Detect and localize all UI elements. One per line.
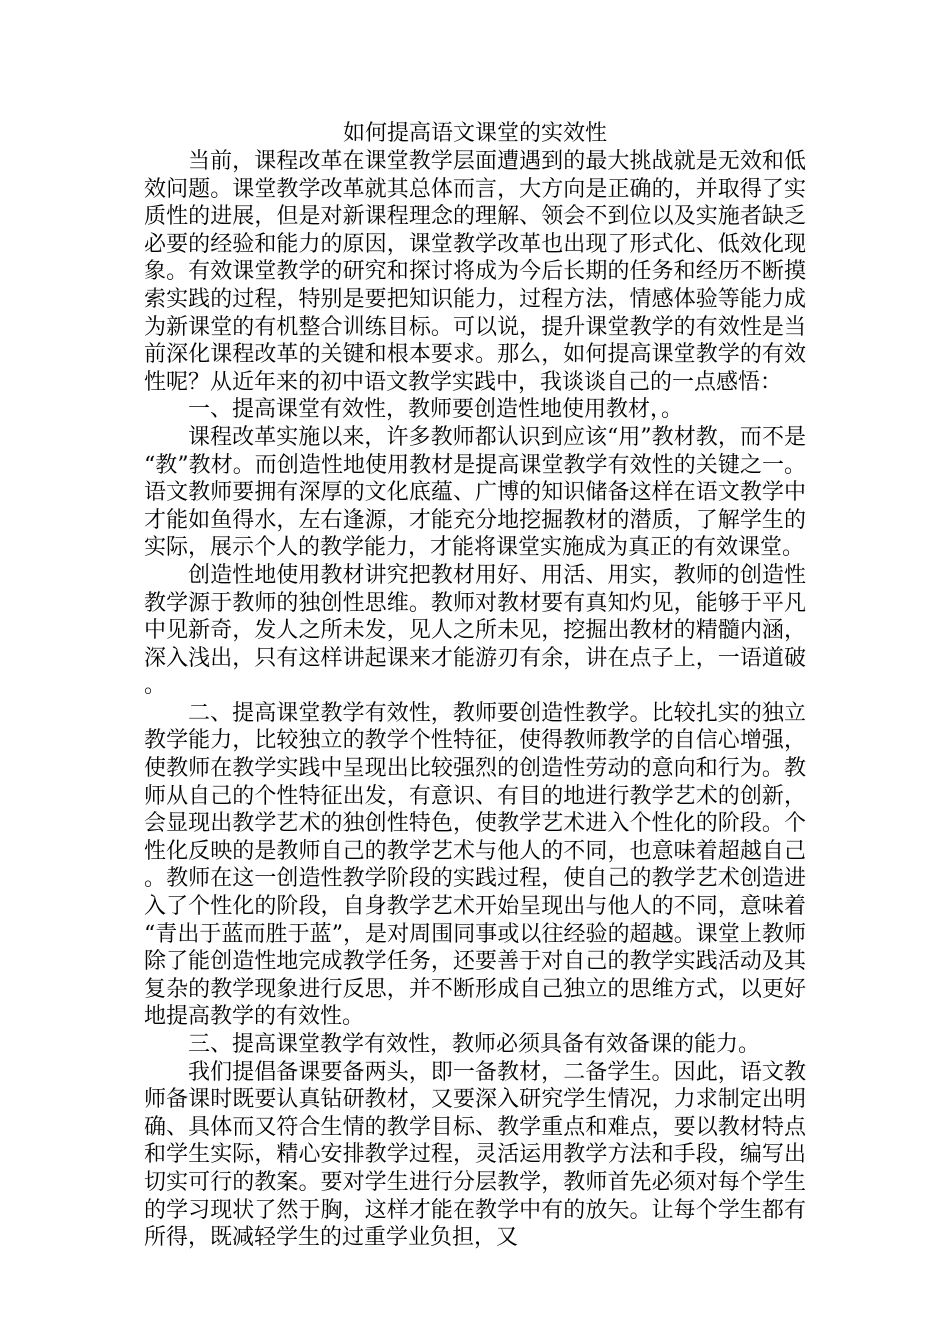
section-three-paragraph: 我们提倡备课要备两头，即一备教材，二备学生。因此，语文教师备课时既要认真钻研教材，又要深入研究学生情况，力求制定出明确、具体而又符合生情的教学目标、教学重点和难点，要以教材特点和学生实际，精心安排教学过程，灵活运用教学方法和手段，编写出切实可行的教案。要对学生进行分层教学，教师首先必须对每个学生的学习现状了然于胸，这样才能在教学中有的放矢。让每个学生都有所得，既减轻学生的过重学业负担，又: [144, 1059, 806, 1251]
document-title: 如何提高语文课堂的实效性: [342, 121, 607, 146]
section-one-paragraph-1: 课程改革实施以来，许多教师都认识到应该“用”教材教，而不是“教”教材。而创造性地使用教材是提高课堂教学有效性的关键之一。语文教师要拥有深厚的文化底蕴、广博的知识储备这样在语文教学中才能如鱼得水，左右逢源，才能充分地挖掘教材的潜质，了解学生的实际，展示个人的教学能力，才能将课堂实施成为真正的有效课堂。: [144, 424, 806, 561]
intro-paragraph: 当前，课程改革在课堂教学层面遭遇到的最大挑战就是无效和低效问题。课堂教学改革就其总体而言，大方向是正确的，并取得了实质性的进展，但是对新课程理念的理解、领会不到位以及实施者缺乏必要的经验和能力的原因，课堂教学改革也出现了形式化、低效化现象。有效课堂教学的研究和探讨将成为今后长期的任务和经历不断摸索实践的过程，特别是要把知识能力，过程方法，情感体验等能力成为新课堂的有机整合训练目标。可以说，提升课堂教学的有效性是当前深化课程改革的关键和根本要求。那么，如何提高课堂教学的有效性呢？从近年来的初中语文教学实践中，我谈谈自己的一点感悟：: [144, 149, 806, 395]
section-three-heading: 三、提高课堂教学有效性，教师必须具备有效备课的能力。: [188, 1032, 761, 1057]
document-page: [144, 119, 806, 1252]
section-one-paragraph-2: 创造性地使用教材讲究把教材用好、用活、用实，教师的创造性教学源于教师的独创性思维。教师对教材要有真知灼见，能够于平凡中见新奇，发人之所未发，见人之所未见，挖掘出教材的精髓内涵，深入浅出，只有这样讲起课来才能游刃有余，讲在点子上，一语道破。: [144, 562, 806, 699]
section-two-paragraph: 二、提高课堂教学有效性，教师要创造性教学。比较扎实的独立教学能力，比较独立的教学个性特征，使得教师教学的自信心增强，使教师在教学实践中呈现出比较强烈的创造性劳动的意向和行为。教师从自己的个性特征出发，有意识、有目的地进行教学艺术的创新，会显现出教学艺术的独创性特色，使教学艺术进入个性化的阶段。个性化反映的是教师自己的教学艺术与他人的不同，也意味着超越自己。教师在这一创造性教学阶段的实践过程，使自己的教学艺术创造进入了个性化的阶段，自身教学艺术开始呈现出与他人的不同，意味着“青出于蓝而胜于蓝”，是对周围同事或以往经验的超越。课堂上教师除了能创造性地完成教学任务，还要善于对自己的教学实践活动及其复杂的教学现象进行反思，并不断形成自己独立的思维方式，以更好地提高教学的有效性。: [144, 700, 806, 1030]
section-one-heading: 一、提高课堂有效性，教师要创造性地使用教材，。: [188, 397, 684, 423]
